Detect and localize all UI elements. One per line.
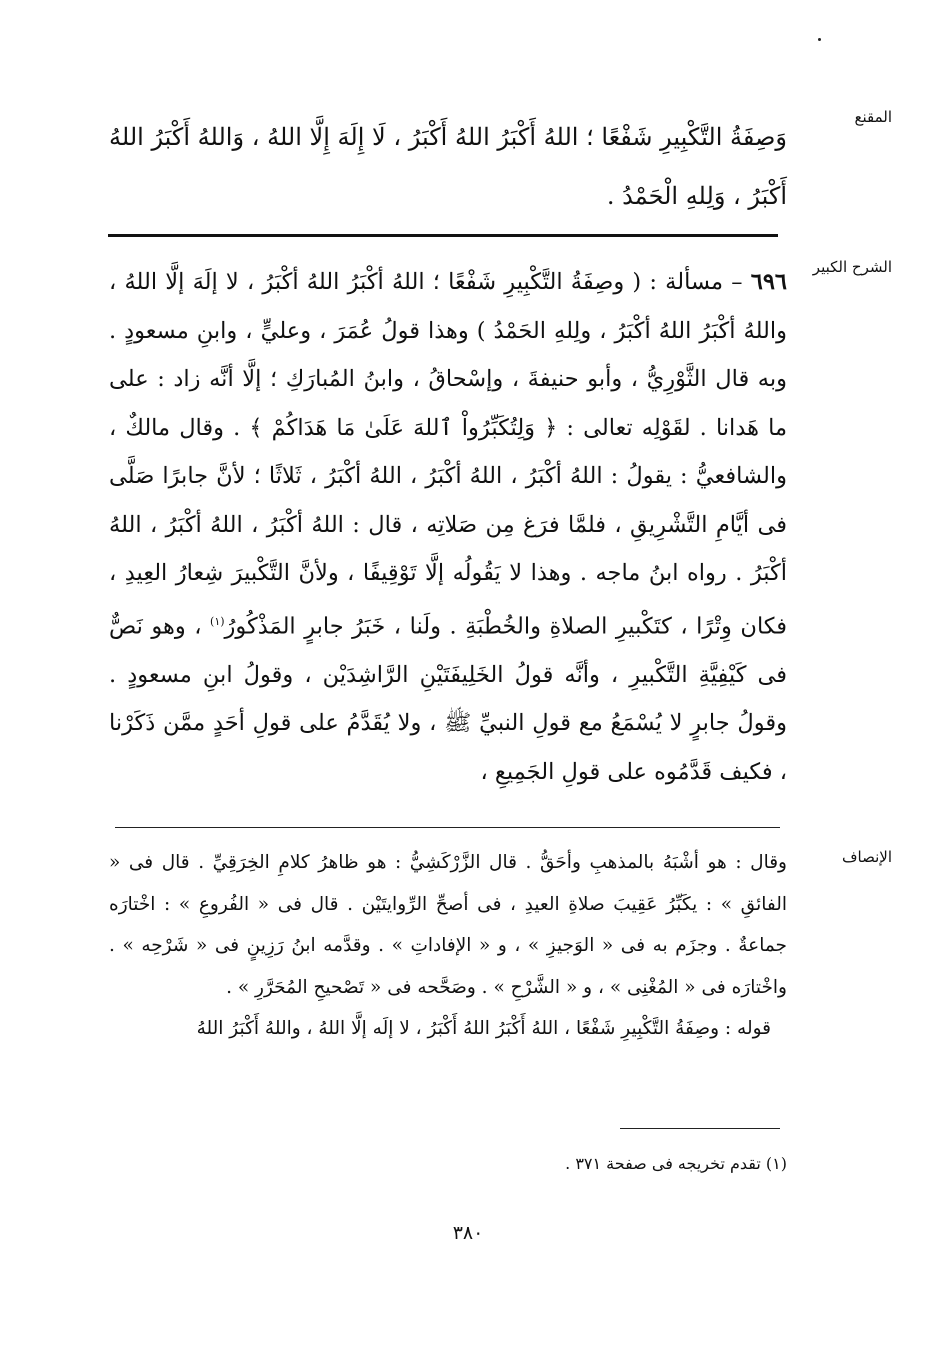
muqni-text: وَصِفَةُ التَّكْبِيرِ شَفْعًا ؛ اللهُ أَكْبَرُ اللهُ أَكْبَرُ ، لَا إِلَهَ إِلَّا اللهُ ، وَاللهُ أَكْبَرُ اللهُ أَكْبَرُ ، وَلِلهِ الْحَمْدُ . — [109, 123, 787, 210]
footnote-mark: (١) — [210, 614, 225, 628]
section-divider-insaf — [115, 827, 780, 828]
footnote: (١) تقدم تخريجه فى صفحة ٣٧١ . — [565, 1154, 787, 1173]
section-divider-main — [108, 234, 778, 237]
sharh-text-part1: – مسألة : ( وصِفَةُ التَّكْبِيرِ شَفْعًا ؛ اللهُ أكْبَرُ اللهُ أكْبَرُ ، لا إلَهَ إلَّا اللهُ ، واللهُ أكْبَرُ اللهُ أكْبَرُ ، ولِلهِ الحَمْدُ ) وهذا قولُ عُمَرَ ، وعليٍّ ، وابنِ مسعودٍ . وبه قال الثَّوْرِيُّ ، وأبو حنيفةَ ، وإسْحاقُ ، وابنُ المُبارَكِ ؛ إلَّا أنَّه زاد : على ما هَدانا . لقَوْلِه تعالى : ﴿ وَلِتُكَبِّرُواْ ٱللهَ عَلَىٰ مَا هَدَاكُمْ ﴾ . وقال مالكٌ ، والشافعيُّ : يقولُ : اللهُ أكْبَرُ ، اللهُ أكْبَرُ ، اللهُ أكْبَرُ ، ثَلاثًا ؛ لأنَّ جابرًا صَلَّى فى أيَّامِ التَّشْرِيقِ ، فلمَّا فرَغ مِن صَلاتِه ، قال : اللهُ أكْبَرُ ، اللهُ أكْبَرُ ، اللهُ أكْبَرُ . رواه ابنُ ماجه . وهذا لا يَقُولُه إلَّا تَوْقِيفًا ، ولأنَّ التَّكْبيرَ شِعارُ العِيدِ ، فكان وِتْرًا ، كتَكْبيرِ الصلاةِ والخُطْبَةِ . ولَنا ، خَبَرُ جابرٍ المَذْكُورُ — [109, 269, 787, 639]
sharh-text-part2: ، وهو نَصٌّ فى كَيْفِيَّةِ التَّكْبيرِ ، وأنَّه قولُ الخَلِيفَتَيْنِ الرَّاشِدَيْن ، وقولُ ابنِ مسعودٍ . وقولُ جابرٍ لا يُسْمَعُ مع قولِ النبيِّ ﷺ ، ولا يُقَدَّمُ على قولِ أحَدٍ ممَّن ذَكَرْنا ، فكيف قَدَّمُوه على قولِ الجَمِيعِ ، — [109, 613, 787, 785]
muqni-label: المقنع — [854, 108, 892, 126]
issue-number: ٦٩٦ — [750, 269, 787, 295]
sharh-label: الشرح الكبير — [812, 258, 892, 276]
sharh-text — [109, 258, 787, 796]
decorative-dot — [818, 38, 821, 41]
page-number: ٣٨٠ — [452, 1222, 484, 1244]
insaf-paragraph-1: وقال : هو أشْبَهُ بالمذهبِ وأحَقُّ . قال الزَّرْكَشِيُّ : هو ظاهرُ كلامِ الخِرَقِيِّ . قال فى « الفائقِ » : يكَبِّرُ عَقِيبَ صلاةِ العيدِ ، فى أصحِّ الرِّوايتَيْن . قال فى « الفُروعِ » : اخْتارَه جماعةٌ . وجزَم به فى « الوَجيزِ » ، و « الإفاداتِ » . وقدَّمه ابنُ رَزِينٍ فى « شَرْحِه » . واخْتارَه فى « المُغْنِى » ، و « الشَّرْحِ » . وصَحَّحه فى « تَصْحيحِ المُحَرَّرِ » . — [109, 852, 787, 998]
footnote-divider — [620, 1128, 780, 1129]
insaf-label: الإنصاف — [841, 848, 892, 866]
insaf-paragraph-2: قوله : وصِفَةُ التَّكْبِيرِ شَفْعًا ، اللهُ أَكْبَرُ اللهُ أَكْبَرُ ، لا إلَه إلَّا اللهُ ، واللهُ أَكْبَرُ اللهُ — [196, 1018, 771, 1039]
insaf-text — [109, 842, 787, 1050]
